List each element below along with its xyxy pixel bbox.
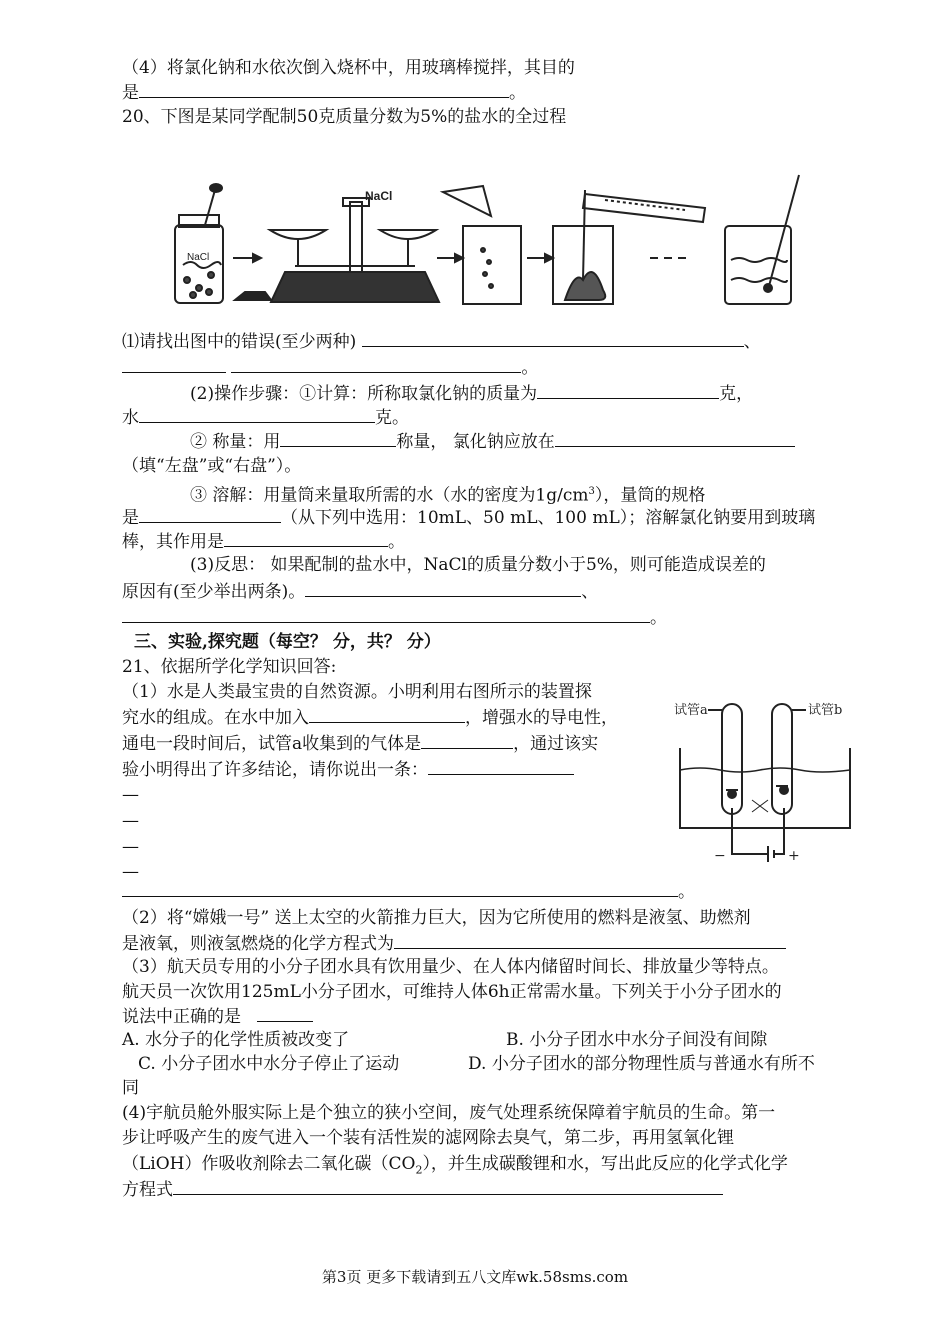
beaker-with-paper-icon	[443, 186, 521, 304]
answer-blank[interactable]	[305, 579, 581, 597]
weigh-label: ② 称量：用	[190, 432, 281, 452]
period: 。	[521, 358, 539, 378]
q21-4-text: ），并生成碳酸锂和水，写出此反应的化学式化学	[422, 1154, 788, 1174]
q20-2-hint: （填“左盘”或“右盘”）。	[122, 456, 302, 476]
q21-3-line2: 航天员一次饮用125mL小分子团水，可维持人体6h正常需水量。下列关于小分子团水的	[122, 982, 782, 1002]
answer-blank[interactable]	[231, 355, 521, 373]
q20-1-label: ⑴请找出图中的错误(至少两种)	[122, 332, 357, 352]
option-d[interactable]: D. 小分子团水的部分物理性质与普通水有所不	[468, 1054, 815, 1074]
answer-blank[interactable]	[139, 405, 375, 423]
q20-3-line3	[122, 605, 667, 630]
answer-blank[interactable]	[537, 381, 719, 399]
q21-1-line4	[122, 757, 574, 782]
q20-2-label: (2)操作步骤：①计算：所称取氯化钠的质量为	[190, 384, 538, 404]
q21-4-line2: 步让呼吸产生的废气进入一个装有活性炭的滤网除去臭气，第二步，再用氢氧化锂	[122, 1128, 734, 1148]
spec-label: 是	[122, 508, 139, 528]
dissolve-text: ③ 溶解：用量筒来量取所需的水（水的密度为1g/cm	[190, 485, 589, 506]
q20-3-line2	[122, 579, 598, 604]
tube-a-label: 试管a	[674, 703, 708, 718]
answer-blank[interactable]	[224, 529, 388, 547]
period: 。	[388, 532, 405, 552]
q20-1-line1	[122, 329, 761, 354]
weigh-text: 称量， 氯化钠应放在	[396, 432, 555, 452]
answer-blank[interactable]	[362, 329, 744, 347]
q21-2-line2	[122, 931, 786, 956]
q21-4-line1: (4)宇航员舱外服实际上是个独立的狭小空间，废气处理系统保障着宇航员的生命。第一	[122, 1103, 776, 1123]
beaker-thermometer-icon	[725, 175, 799, 304]
answer-blank[interactable]	[139, 80, 509, 98]
rod-label: 棒，其作用是	[122, 532, 224, 552]
q21-1-line-final	[122, 879, 695, 904]
answer-blank[interactable]	[309, 705, 465, 723]
answer-blank[interactable]	[122, 355, 226, 373]
answer-blank[interactable]	[122, 605, 650, 623]
option-d-cont: 同	[122, 1078, 139, 1098]
option-a[interactable]: A. 水分子的化学性质被改变了	[122, 1030, 350, 1050]
q21-3-line1: （3）航天员专用的小分子团水具有饮用量少、在人体内储留时间长、排放量少等特点。	[122, 957, 779, 977]
q21-1-text: 通电一段时间后，试管a收集到的气体是	[122, 734, 422, 754]
q21-1-text: 究水的组成。在水中加入	[122, 708, 309, 728]
spec-text: （从下列中选用：10mL、50 mL、100 mL）；溶解氯化钠要用到玻璃	[281, 508, 816, 528]
q21-2-line1: （2）将“嫦娥一号” 送上太空的火箭推力巨大，因为它所使用的燃料是液氢、助燃剂	[122, 908, 751, 928]
q19-4-label: 是	[122, 83, 139, 103]
period: 。	[678, 882, 695, 902]
q21-1-line1: （1）水是人类最宝贵的自然资源。小明利用右图所示的装置探	[122, 682, 592, 702]
water-label: 水	[122, 408, 139, 428]
q20-2-dissolve	[190, 480, 705, 508]
q20-2-weigh	[190, 429, 795, 454]
q21-1-text: ，通过该实	[513, 734, 599, 754]
q20-2-line2	[122, 405, 409, 430]
separator: 、	[581, 582, 599, 602]
dissolve-text-end: ），量筒的规格	[594, 485, 706, 506]
answer-blank[interactable]	[394, 931, 786, 949]
answer-blank[interactable]	[173, 1177, 723, 1195]
answer-blank[interactable]	[555, 429, 795, 447]
nacl-jar-icon	[175, 184, 223, 303]
answer-blank[interactable]	[122, 879, 678, 897]
answer-blank[interactable]	[421, 731, 513, 749]
graduated-cylinder-icon	[583, 194, 705, 222]
answer-blank[interactable]	[428, 757, 574, 775]
q21-title: 21、依据所学化学知识回答:	[122, 657, 337, 677]
unit: 克。	[375, 408, 409, 428]
superscript: 3	[588, 486, 595, 497]
page-footer: 第3页 更多下载请到五八文库wk.58sms.com	[321, 1268, 629, 1286]
balance-label: NaCl	[365, 189, 393, 203]
answer-dash: —	[122, 862, 139, 882]
answer-blank[interactable]	[280, 429, 396, 447]
q21-3-text: 说法中正确的是	[122, 1007, 241, 1027]
nacl-solution-preparation-illustration	[165, 170, 825, 310]
answer-dash: —	[122, 811, 139, 831]
q20-title: 20、下图是某同学配制50克质量分数为5%的盐水的全过程	[122, 107, 567, 127]
tube-b-label: 试管b	[808, 703, 843, 718]
period: 。	[509, 83, 526, 103]
answer-blank[interactable]	[257, 1004, 313, 1022]
jar-label: NaCl	[187, 252, 210, 263]
plus-sign: +	[788, 848, 800, 862]
reflect-label: 原因有(至少举出两条)。	[122, 582, 306, 602]
q21-4-line4	[122, 1177, 723, 1202]
q20-2-rod	[122, 529, 405, 554]
q21-1-text: 验小明得出了许多结论，请你说出一条：	[122, 760, 428, 780]
q19-4-line2	[122, 80, 526, 105]
q20-2-line1	[190, 381, 753, 406]
minus-sign: −	[714, 848, 726, 862]
answer-dash: —	[122, 785, 139, 805]
option-c[interactable]: C. 小分子团水中水分子停止了运动	[138, 1054, 400, 1074]
q21-4-text: （LiOH）作吸收剂除去二氧化碳（CO	[122, 1154, 416, 1174]
q21-3-line3	[122, 1004, 313, 1029]
q20-2-spec	[122, 505, 815, 530]
answer-blank[interactable]	[139, 505, 281, 523]
q20-1-line2	[122, 355, 538, 380]
q21-1-line2	[122, 705, 618, 730]
q21-1-line3	[122, 731, 598, 756]
q21-1-text: ，增强水的导电性，	[465, 708, 618, 728]
q21-2-text: 是液氧，则液氢燃烧的化学方程式为	[122, 934, 394, 954]
section-heading: 三、实验,探究题（每空？ 分，共？ 分）	[134, 632, 441, 652]
q19-4-line1: （4）将氯化钠和水依次倒入烧杯中，用玻璃棒搅拌，其目的	[122, 58, 575, 78]
balance-icon	[270, 198, 439, 302]
period: 。	[650, 608, 667, 628]
answer-dash: —	[122, 837, 139, 857]
q21-4-text: 方程式	[122, 1180, 173, 1200]
water-electrolysis-apparatus	[672, 690, 862, 862]
unit: 克，	[719, 384, 754, 404]
option-b[interactable]: B. 小分子团水中水分子间没有间隙	[506, 1030, 768, 1050]
subscript: 2	[415, 1163, 423, 1177]
q20-3-line1: (3)反思： 如果配制的盐水中，NaCl的质量分数小于5%，则可能造成误差的	[190, 555, 766, 575]
separator: 、	[743, 332, 761, 352]
